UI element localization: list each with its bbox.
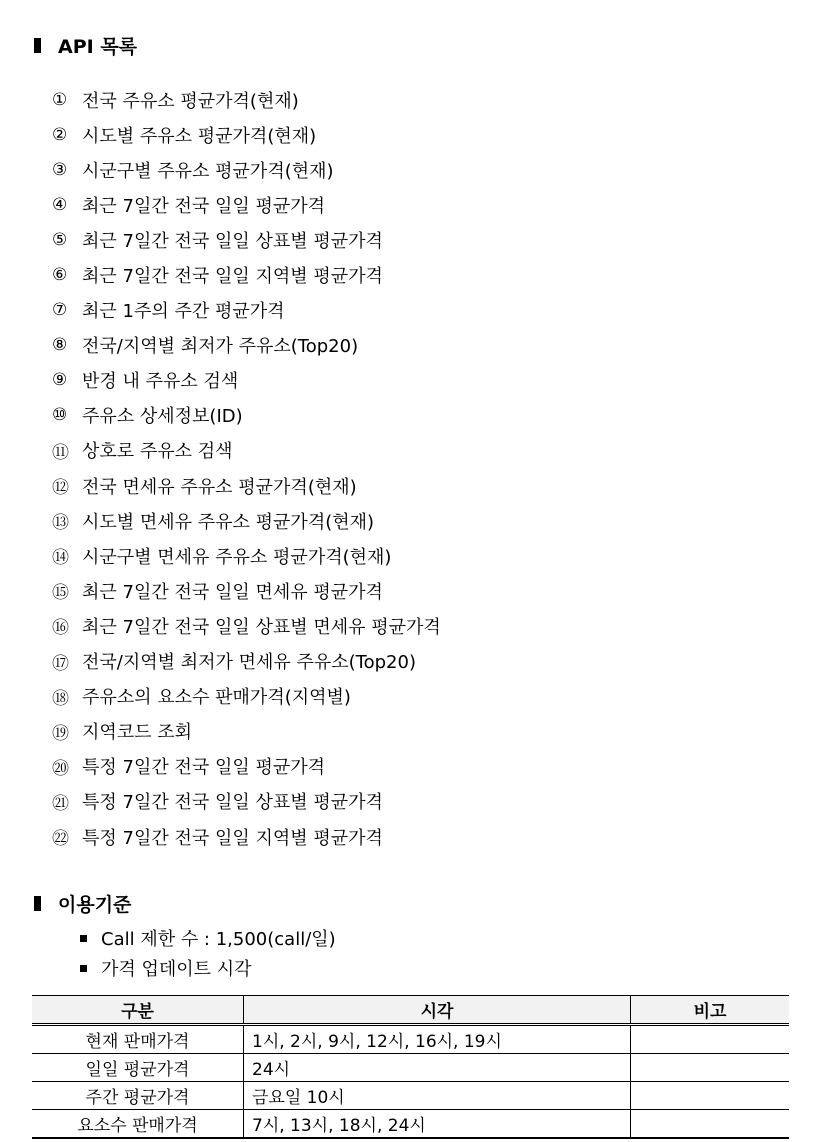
criteria-bullet-text: Call 제한 수 : 1,500(call/일) [101, 929, 336, 950]
api-item-text: 상호로 주유소 검색 [82, 441, 233, 463]
heading-marker-icon [34, 896, 41, 911]
api-item-number: ③ [52, 159, 68, 180]
api-item-text: 특정 7일간 전국 일일 상표별 평균가격 [82, 792, 383, 814]
criteria-bullet-item [80, 923, 336, 953]
api-item-text: 전국 면세유 주유소 평균가격(현재) [82, 476, 357, 498]
api-list-item [52, 293, 441, 328]
api-list-item [52, 257, 441, 292]
api-item-number: ⑩ [52, 405, 68, 426]
api-item-number: ⑥ [52, 265, 68, 286]
usage-criteria-heading-text: 이용기준 [58, 894, 132, 916]
api-list-item [52, 819, 441, 854]
table-cell-type: 현재 판매가격 [32, 1025, 244, 1054]
criteria-bullet-text: 가격 업데이트 시각 [101, 959, 252, 980]
api-item-number: ⑦ [52, 300, 68, 321]
criteria-bullet-item [80, 953, 336, 983]
api-list-item [52, 468, 441, 503]
api-item-text: 지역코드 조회 [82, 722, 193, 744]
api-item-number: ㉑ [52, 793, 69, 814]
square-bullet-icon [80, 935, 87, 942]
api-item-text: 시도별 주유소 평균가격(현재) [82, 125, 317, 147]
api-list-item [52, 538, 441, 573]
api-list-item [52, 784, 441, 819]
api-list-item [52, 328, 441, 363]
table-cell-time: 금요일 10시 [244, 1082, 631, 1110]
api-list-item [52, 117, 441, 152]
table-header-row [32, 996, 789, 1025]
api-item-text: 최근 7일간 전국 일일 평균가격 [82, 195, 325, 217]
table-cell-time: 1시, 2시, 9시, 12시, 16시, 19시 [244, 1025, 631, 1054]
table-header-type: 구분 [32, 996, 244, 1025]
api-item-text: 전국/지역별 최저가 면세유 주유소(Top20) [82, 652, 416, 674]
api-item-number: ⑰ [52, 653, 69, 674]
table-header-time: 시각 [244, 996, 631, 1025]
api-item-number: ⑲ [52, 723, 69, 744]
table-row [32, 1054, 789, 1082]
api-list [52, 82, 441, 854]
api-item-number: ⑭ [52, 548, 69, 569]
api-item-number: ① [52, 89, 68, 110]
table-cell-type: 요소수 판매가격 [32, 1110, 244, 1139]
api-list-heading-text: API 목록 [58, 36, 138, 58]
table-row [32, 1110, 789, 1139]
api-item-number: ② [52, 124, 68, 145]
table-cell-type: 일일 평균가격 [32, 1054, 244, 1082]
api-list-item [52, 433, 441, 468]
api-item-text: 전국 주유소 평균가격(현재) [82, 90, 299, 112]
api-item-text: 최근 7일간 전국 일일 면세유 평균가격 [82, 581, 383, 603]
api-list-item [52, 503, 441, 538]
api-item-number: ⑬ [52, 513, 69, 534]
table-cell-time: 7시, 13시, 18시, 24시 [244, 1110, 631, 1139]
api-list-item [52, 679, 441, 714]
api-item-text: 반경 내 주유소 검색 [82, 371, 239, 393]
api-list-item [52, 187, 441, 222]
api-item-number: ⑳ [52, 758, 69, 779]
api-item-number: ⑤ [52, 229, 68, 250]
table-cell-note [631, 1025, 790, 1054]
api-item-text: 최근 7일간 전국 일일 지역별 평균가격 [82, 266, 383, 288]
usage-criteria-heading [34, 890, 131, 917]
api-item-number: ④ [52, 194, 68, 215]
api-item-text: 최근 7일간 전국 일일 상표별 평균가격 [82, 230, 383, 252]
api-list-item [52, 714, 441, 749]
api-item-text: 특정 7일간 전국 일일 평균가격 [82, 757, 325, 779]
api-item-text: 시도별 면세유 주유소 평균가격(현재) [82, 511, 375, 533]
api-item-number: ⑨ [52, 370, 68, 391]
table-cell-type: 주간 평균가격 [32, 1082, 244, 1110]
table-row [32, 1082, 789, 1110]
api-list-heading [34, 32, 137, 59]
square-bullet-icon [80, 965, 87, 972]
api-list-item [52, 644, 441, 679]
table-cell-note [631, 1110, 790, 1139]
table-row [32, 1025, 789, 1054]
api-item-text: 시군구별 주유소 평균가격(현재) [82, 160, 334, 182]
api-item-text: 전국/지역별 최저가 주유소(Top20) [82, 336, 359, 358]
api-item-text: 최근 7일간 전국 일일 상표별 면세유 평균가격 [82, 616, 441, 638]
criteria-bullet-list [80, 923, 336, 983]
api-list-item [52, 82, 441, 117]
api-list-item [52, 749, 441, 784]
api-list-item [52, 398, 441, 433]
table-cell-note [631, 1054, 790, 1082]
api-item-text: 주유소의 요소수 판매가격(지역별) [82, 687, 351, 709]
api-item-text: 주유소 상세정보(ID) [82, 406, 243, 428]
api-item-text: 최근 1주의 주간 평균가격 [82, 301, 285, 323]
api-item-number: ⑪ [52, 442, 69, 463]
table-cell-note [631, 1082, 790, 1110]
table-header-note: 비고 [631, 996, 790, 1025]
api-item-number: ㉒ [52, 829, 69, 850]
api-item-number: ⑮ [52, 583, 69, 604]
heading-marker-icon [34, 38, 41, 53]
update-time-table [32, 995, 789, 1139]
api-item-number: ⑧ [52, 335, 68, 356]
api-item-number: ⑫ [52, 478, 69, 499]
api-item-number: ⑯ [52, 618, 69, 639]
api-list-item [52, 573, 441, 608]
api-item-text: 시군구별 면세유 주유소 평균가격(현재) [82, 546, 392, 568]
table-cell-time: 24시 [244, 1054, 631, 1082]
api-list-item [52, 608, 441, 643]
api-list-item [52, 363, 441, 398]
api-list-item [52, 222, 441, 257]
api-item-number: ⑱ [52, 688, 69, 709]
api-item-text: 특정 7일간 전국 일일 지역별 평균가격 [82, 827, 383, 849]
api-list-item [52, 152, 441, 187]
